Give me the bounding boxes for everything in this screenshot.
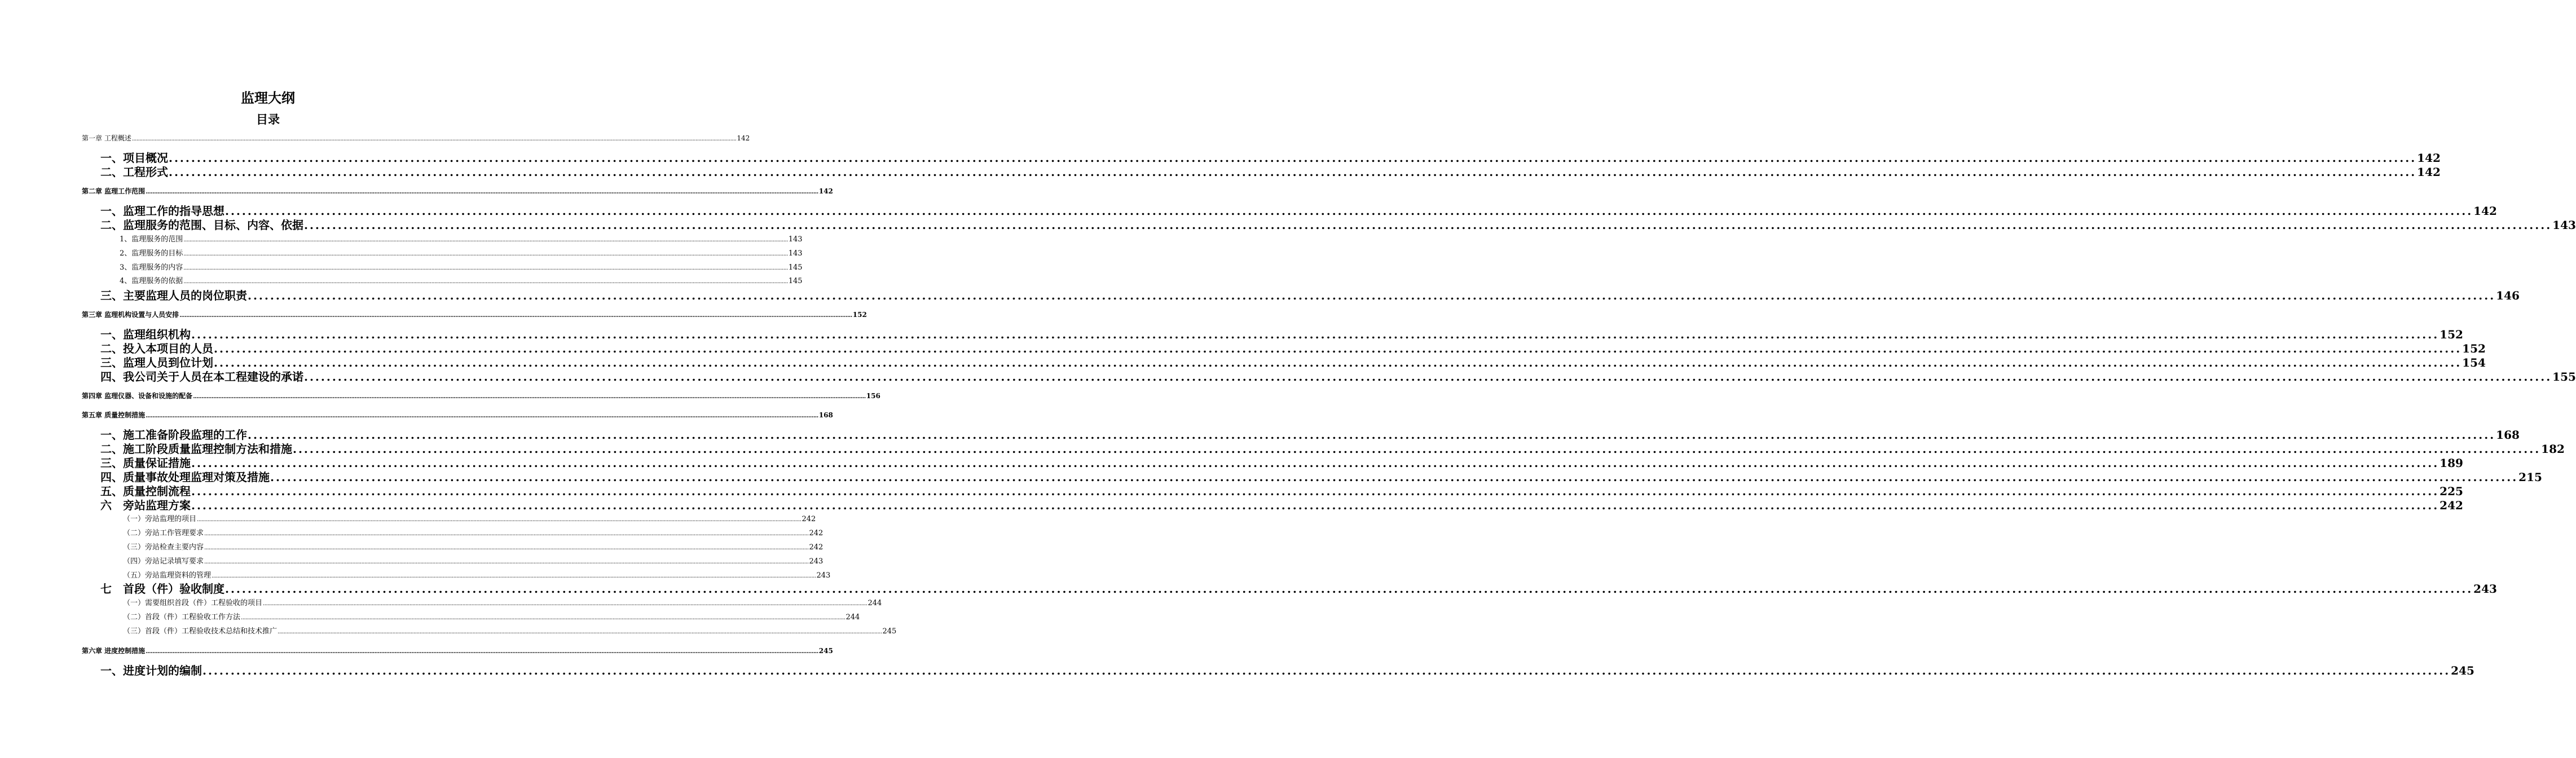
toc-entry[interactable] bbox=[123, 543, 824, 553]
toc-entry-title: （一）旁站监理的项目 bbox=[123, 515, 197, 523]
toc-page-number: 156 bbox=[866, 392, 880, 400]
toc-leader-dots: ................................................................................................................................................................................................................................................................................................................................................................................................................ bbox=[248, 428, 2496, 442]
toc-entry-title: 二、工程形式 bbox=[100, 165, 168, 179]
toc-leader-dots: ................................................................................................................................................................................................................................................................................................................................................................................................................ bbox=[146, 413, 818, 419]
toc-leader-dots: ................................................................................................................................................................................................................................................................................................................................................................................................................ bbox=[146, 649, 818, 655]
toc-entry[interactable] bbox=[100, 582, 2497, 596]
toc-leader-dots: ................................................................................................................................................................................................................................................................................................................................................................................................................ bbox=[183, 279, 788, 285]
toc-leader-dots: ................................................................................................................................................................................................................................................................................................................................................................................................................ bbox=[191, 499, 2440, 512]
toc-entry[interactable] bbox=[123, 598, 882, 609]
toc-entry[interactable] bbox=[100, 499, 2463, 512]
toc-entry-title: （四）旁站记录填写要求 bbox=[123, 557, 204, 566]
toc-entry[interactable] bbox=[82, 411, 833, 421]
toc-entry-title: 三、质量保证措施 bbox=[100, 456, 191, 470]
toc-page-number: 168 bbox=[2496, 428, 2520, 442]
toc-leader-dots: ................................................................................................................................................................................................................................................................................................................................................................................................................ bbox=[293, 442, 2541, 456]
toc-entry-title: 六 旁站监理方案 bbox=[100, 499, 191, 512]
toc-leader-dots: ................................................................................................................................................................................................................................................................................................................................................................................................................ bbox=[304, 370, 2552, 384]
toc-page-number: 142 bbox=[818, 187, 833, 195]
toc-entry-title: 五、质量控制流程 bbox=[100, 484, 191, 498]
toc-leader-dots: ................................................................................................................................................................................................................................................................................................................................................................................................................ bbox=[270, 470, 2518, 484]
toc-entry-title: 第三章 监理机构设置与人员安排 bbox=[82, 311, 179, 319]
toc-leader-dots: ................................................................................................................................................................................................................................................................................................................................................................................................................ bbox=[263, 601, 868, 607]
toc-page-number: 142 bbox=[737, 134, 750, 142]
toc-leader-dots: ................................................................................................................................................................................................................................................................................................................................................................................................................ bbox=[179, 312, 852, 319]
toc-leader-dots: ................................................................................................................................................................................................................................................................................................................................................................................................................ bbox=[146, 189, 818, 195]
toc-heading: 目录 bbox=[256, 112, 280, 126]
toc-entry-title: 二、监理服务的范围、目标、内容、依据 bbox=[100, 218, 303, 232]
toc-entry[interactable] bbox=[100, 218, 2576, 232]
toc-leader-dots: ................................................................................................................................................................................................................................................................................................................................................................................................................ bbox=[131, 136, 737, 142]
toc-entry-title: （一）需要组织首段（件）工程验收的项目 bbox=[123, 599, 263, 607]
toc-entry-title: 三、主要监理人员的岗位职责 bbox=[100, 289, 247, 302]
toc-page-number: 242 bbox=[2440, 499, 2463, 512]
toc-page-number: 143 bbox=[788, 249, 803, 258]
toc-page-number: 142 bbox=[2417, 165, 2441, 179]
toc-entry[interactable] bbox=[100, 328, 2463, 341]
toc-leader-dots: ................................................................................................................................................................................................................................................................................................................................................................................................................ bbox=[204, 531, 809, 537]
toc-page-number: 245 bbox=[818, 647, 833, 655]
toc-entry[interactable] bbox=[100, 456, 2463, 470]
document-title: 监理大纲 bbox=[241, 90, 295, 106]
toc-leader-dots: ................................................................................................................................................................................................................................................................................................................................................................................................................ bbox=[169, 165, 2417, 179]
toc-entry-title: 四、我公司关于人员在本工程建设的承诺 bbox=[100, 370, 303, 384]
toc-entry-title: 第一章 工程概述 bbox=[82, 134, 131, 142]
toc-entry[interactable] bbox=[100, 470, 2542, 484]
toc-leader-dots: ................................................................................................................................................................................................................................................................................................................................................................................................................ bbox=[191, 456, 2440, 470]
toc-entry-title: 3、监理服务的内容 bbox=[120, 263, 183, 272]
toc-leader-dots: ................................................................................................................................................................................................................................................................................................................................................................................................................ bbox=[204, 559, 809, 565]
toc-page-number: 244 bbox=[846, 613, 860, 622]
toc-page-number: 142 bbox=[2417, 151, 2441, 165]
toc-entry[interactable] bbox=[123, 612, 860, 623]
toc-entry[interactable] bbox=[100, 664, 2474, 677]
toc-entry-title: 一、监理组织机构 bbox=[100, 328, 191, 341]
toc-page-number: 155 bbox=[2552, 370, 2576, 384]
toc-leader-dots: ................................................................................................................................................................................................................................................................................................................................................................................................................ bbox=[225, 204, 2473, 218]
toc-entry-title: （五）旁站监理资料的管理 bbox=[123, 571, 212, 580]
toc-entry-title: 第五章 质量控制措施 bbox=[82, 411, 146, 419]
toc-leader-dots: ................................................................................................................................................................................................................................................................................................................................................................................................................ bbox=[225, 582, 2473, 596]
toc-page-number: 242 bbox=[802, 515, 816, 523]
toc-entry-title: 四、质量事故处理监理对策及措施 bbox=[100, 470, 270, 484]
toc-page-number: 146 bbox=[2496, 289, 2520, 302]
toc-leader-dots: ................................................................................................................................................................................................................................................................................................................................................................................................................ bbox=[197, 517, 802, 523]
toc-leader-dots: ................................................................................................................................................................................................................................................................................................................................................................................................................ bbox=[202, 664, 2451, 677]
toc-entry[interactable] bbox=[123, 528, 824, 539]
toc-leader-dots: ................................................................................................................................................................................................................................................................................................................................................................................................................ bbox=[304, 218, 2552, 232]
toc-entry[interactable] bbox=[100, 442, 2565, 456]
toc-entry[interactable] bbox=[123, 557, 824, 567]
toc-entry-title: 第四章 监理仪器、设备和设施的配备 bbox=[82, 392, 193, 400]
toc-leader-dots: ................................................................................................................................................................................................................................................................................................................................................................................................................ bbox=[278, 629, 882, 635]
toc-leader-dots: ................................................................................................................................................................................................................................................................................................................................................................................................................ bbox=[193, 394, 866, 400]
toc-entry-title: 一、施工准备阶段监理的工作 bbox=[100, 428, 247, 442]
toc-page-number: 189 bbox=[2440, 456, 2463, 470]
toc-page-number: 243 bbox=[809, 557, 824, 566]
toc-page-number: 243 bbox=[816, 571, 831, 580]
toc-leader-dots: ................................................................................................................................................................................................................................................................................................................................................................................................................ bbox=[204, 545, 809, 551]
toc-entry[interactable] bbox=[100, 428, 2520, 442]
toc-entry[interactable] bbox=[82, 187, 833, 197]
toc-entry[interactable] bbox=[100, 370, 2576, 384]
toc-entry[interactable] bbox=[100, 165, 2441, 179]
toc-entry[interactable] bbox=[100, 204, 2497, 218]
toc-page-number: 168 bbox=[818, 411, 833, 419]
toc-entry-title: 一、监理工作的指导思想 bbox=[100, 204, 224, 218]
toc-leader-dots: ................................................................................................................................................................................................................................................................................................................................................................................................................ bbox=[183, 265, 788, 271]
toc-entry[interactable] bbox=[120, 276, 803, 287]
toc-leader-dots: ................................................................................................................................................................................................................................................................................................................................................................................................................ bbox=[241, 615, 846, 621]
toc-leader-dots: ................................................................................................................................................................................................................................................................................................................................................................................................................ bbox=[214, 342, 2462, 355]
toc-page-number: 143 bbox=[2552, 218, 2576, 232]
toc-page-number: 242 bbox=[809, 543, 824, 552]
toc-page-number: 152 bbox=[852, 311, 867, 319]
toc-leader-dots: ................................................................................................................................................................................................................................................................................................................................................................................................................ bbox=[248, 289, 2496, 302]
toc-entry[interactable] bbox=[82, 646, 833, 656]
toc-leader-dots: ................................................................................................................................................................................................................................................................................................................................................................................................................ bbox=[212, 573, 816, 579]
toc-page-number: 243 bbox=[2473, 582, 2497, 596]
toc-page-number: 145 bbox=[788, 263, 803, 272]
toc-entry[interactable] bbox=[82, 134, 750, 144]
toc-leader-dots: ................................................................................................................................................................................................................................................................................................................................................................................................................ bbox=[169, 151, 2417, 165]
toc-page-number: 142 bbox=[2473, 204, 2497, 218]
toc-entry-title: 1、监理服务的范围 bbox=[120, 235, 183, 244]
toc-entry[interactable] bbox=[123, 627, 897, 637]
toc-entry-title: 一、进度计划的编制 bbox=[100, 664, 202, 677]
toc-entry-title: 4、监理服务的依据 bbox=[120, 277, 183, 285]
toc-entry[interactable] bbox=[123, 514, 816, 525]
toc-page-number: 215 bbox=[2518, 470, 2542, 484]
toc-entry[interactable] bbox=[100, 151, 2441, 165]
toc-entry[interactable] bbox=[100, 484, 2463, 498]
toc-entry[interactable] bbox=[100, 289, 2520, 302]
toc-leader-dots: ................................................................................................................................................................................................................................................................................................................................................................................................................ bbox=[214, 356, 2462, 369]
toc-page-number: 244 bbox=[868, 599, 882, 607]
toc-entry-title: （三）首段（件）工程验收技术总结和技术推广 bbox=[123, 627, 278, 636]
toc-entry-title: 二、投入本项目的人员 bbox=[100, 342, 213, 355]
toc-leader-dots: ................................................................................................................................................................................................................................................................................................................................................................................................................ bbox=[191, 328, 2440, 341]
toc-entry[interactable] bbox=[100, 356, 2486, 369]
toc-entry[interactable] bbox=[120, 263, 803, 273]
toc-page-number: 154 bbox=[2462, 356, 2486, 369]
toc-leader-dots: ................................................................................................................................................................................................................................................................................................................................................................................................................ bbox=[191, 484, 2440, 498]
toc-entry[interactable] bbox=[120, 235, 803, 245]
toc-leader-dots: ................................................................................................................................................................................................................................................................................................................................................................................................................ bbox=[183, 251, 788, 257]
toc-page-number: 152 bbox=[2440, 328, 2463, 341]
toc-entry-title: 2、监理服务的目标 bbox=[120, 249, 183, 258]
toc-entry-title: 第六章 进度控制措施 bbox=[82, 647, 146, 655]
toc-page-number: 225 bbox=[2440, 484, 2463, 498]
toc-entry-title: 二、施工阶段质量监理控制方法和措施 bbox=[100, 442, 292, 456]
toc-page-number: 245 bbox=[2451, 664, 2474, 677]
toc-entry[interactable] bbox=[123, 571, 831, 581]
toc-page-number: 182 bbox=[2541, 442, 2565, 456]
toc-page-number: 145 bbox=[788, 277, 803, 285]
toc-entry-title: 三、监理人员到位计划 bbox=[100, 356, 213, 369]
toc-entry-title: （三）旁站检查主要内容 bbox=[123, 543, 204, 552]
toc-entry[interactable] bbox=[100, 342, 2486, 355]
toc-page-number: 152 bbox=[2462, 342, 2486, 355]
toc-page-number: 242 bbox=[809, 529, 824, 537]
toc-entry[interactable] bbox=[120, 249, 803, 259]
toc-entry-title: （二）旁站工作管理要求 bbox=[123, 529, 204, 537]
toc-entry[interactable] bbox=[82, 310, 867, 320]
toc-page-number: 143 bbox=[788, 235, 803, 244]
toc-leader-dots: ................................................................................................................................................................................................................................................................................................................................................................................................................ bbox=[183, 237, 788, 243]
toc-entry[interactable] bbox=[82, 391, 880, 402]
toc-page-number: 245 bbox=[882, 627, 897, 636]
toc-entry-title: 一、项目概况 bbox=[100, 151, 168, 165]
toc-entry-title: 七 首段（件）验收制度 bbox=[100, 582, 224, 596]
toc-entry-title: （二）首段（件）工程验收工作方法 bbox=[123, 613, 241, 622]
toc-entry-title: 第二章 监理工作范围 bbox=[82, 187, 146, 195]
